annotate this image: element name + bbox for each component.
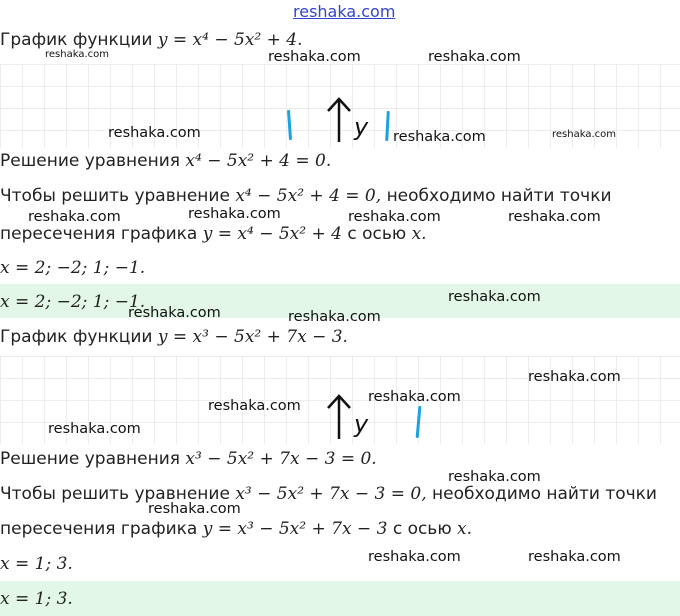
- explain-1-line-2-text: пересечения графика: [0, 224, 198, 244]
- graph-title-1-text: График функции: [0, 30, 153, 50]
- y-axis-arrow-icon-1: [326, 96, 352, 144]
- explain-2-line-2-math: y = x³ − 5x² + 7x − 3: [202, 519, 388, 539]
- explain-2-line-2-tail: с осью: [392, 519, 452, 539]
- y-axis-label-1: y: [354, 113, 369, 141]
- watermark: reshaka.com: [288, 309, 381, 325]
- explain-1-line-2-math: y = x⁴ − 5x² + 4: [202, 224, 342, 244]
- explain-1-line-1: [0, 186, 612, 206]
- graph-title-1: [0, 30, 303, 50]
- watermark: reshaka.com: [528, 369, 621, 385]
- watermark: reshaka.com: [528, 549, 621, 565]
- watermark: reshaka.com: [448, 289, 541, 305]
- watermark: reshaka.com: [368, 549, 461, 565]
- solution-heading-1-text: Решение уравнения: [0, 151, 181, 171]
- watermark: reshaka.com: [448, 469, 541, 485]
- watermark: reshaka.com: [148, 501, 241, 517]
- watermark: reshaka.com: [108, 125, 201, 141]
- explain-1-line-2: [0, 224, 427, 244]
- watermark: reshaka.com: [48, 421, 141, 437]
- watermark: reshaka.com: [208, 398, 301, 414]
- explain-2-line-1-tail: необходимо найти точки: [432, 484, 657, 504]
- explain-2-line-1-text: Чтобы решить уравнение: [0, 484, 230, 504]
- solution-heading-2: [0, 449, 377, 469]
- explain-2-line-2-axis: x.: [457, 519, 473, 539]
- solution-heading-1: [0, 151, 331, 171]
- watermark: reshaka.com: [188, 206, 281, 222]
- solution-heading-1-math: x⁴ − 5x² + 4 = 0.: [185, 151, 332, 171]
- solution-heading-2-math: x³ − 5x² + 7x − 3 = 0.: [185, 449, 377, 469]
- answer-box-2: [0, 581, 680, 616]
- explain-1-line-2-tail: с осью: [347, 224, 407, 244]
- watermark: reshaka.com: [28, 209, 121, 225]
- explain-1-line-1-tail: необходимо найти точки: [386, 186, 612, 206]
- roots-2: x = 1; 3.: [0, 554, 73, 574]
- y-axis-arrow-icon-2: [326, 393, 352, 441]
- watermark: reshaka.com: [368, 389, 461, 405]
- explain-1-line-1-math: x⁴ − 5x² + 4 = 0,: [235, 186, 382, 206]
- y-axis-label-2: y: [354, 410, 369, 438]
- explain-2-line-2-text: пересечения графика: [0, 519, 198, 539]
- explain-1-line-2-axis: x.: [411, 224, 427, 244]
- watermark: reshaka.com: [268, 49, 361, 65]
- watermark: reshaka.com: [508, 209, 601, 225]
- watermark: reshaka.com: [552, 129, 616, 140]
- watermark-top[interactable]: reshaka.com: [293, 2, 396, 21]
- graph-title-2-text: График функции: [0, 327, 153, 347]
- graph-title-2: [0, 327, 348, 347]
- solution-heading-2-text: Решение уравнения: [0, 449, 181, 469]
- watermark: reshaka.com: [428, 49, 521, 65]
- explain-2-line-1: [0, 484, 657, 504]
- answer-1: x = 2; −2; 1; −1.: [0, 292, 146, 312]
- watermark: reshaka.com: [45, 49, 109, 60]
- explain-2-line-1-math: x³ − 5x² + 7x − 3 = 0,: [235, 484, 427, 504]
- watermark: reshaka.com: [393, 129, 486, 145]
- explain-1-line-1-text: Чтобы решить уравнение: [0, 186, 230, 206]
- graph-title-2-math: y = x³ − 5x² + 7x − 3.: [157, 327, 348, 347]
- graph-title-1-math: y = x⁴ − 5x² + 4.: [157, 30, 303, 50]
- watermark: reshaka.com: [348, 209, 441, 225]
- roots-1: x = 2; −2; 1; −1.: [0, 258, 146, 278]
- explain-2-line-2: [0, 519, 472, 539]
- answer-2: x = 1; 3.: [0, 589, 73, 609]
- watermark: reshaka.com: [128, 305, 221, 321]
